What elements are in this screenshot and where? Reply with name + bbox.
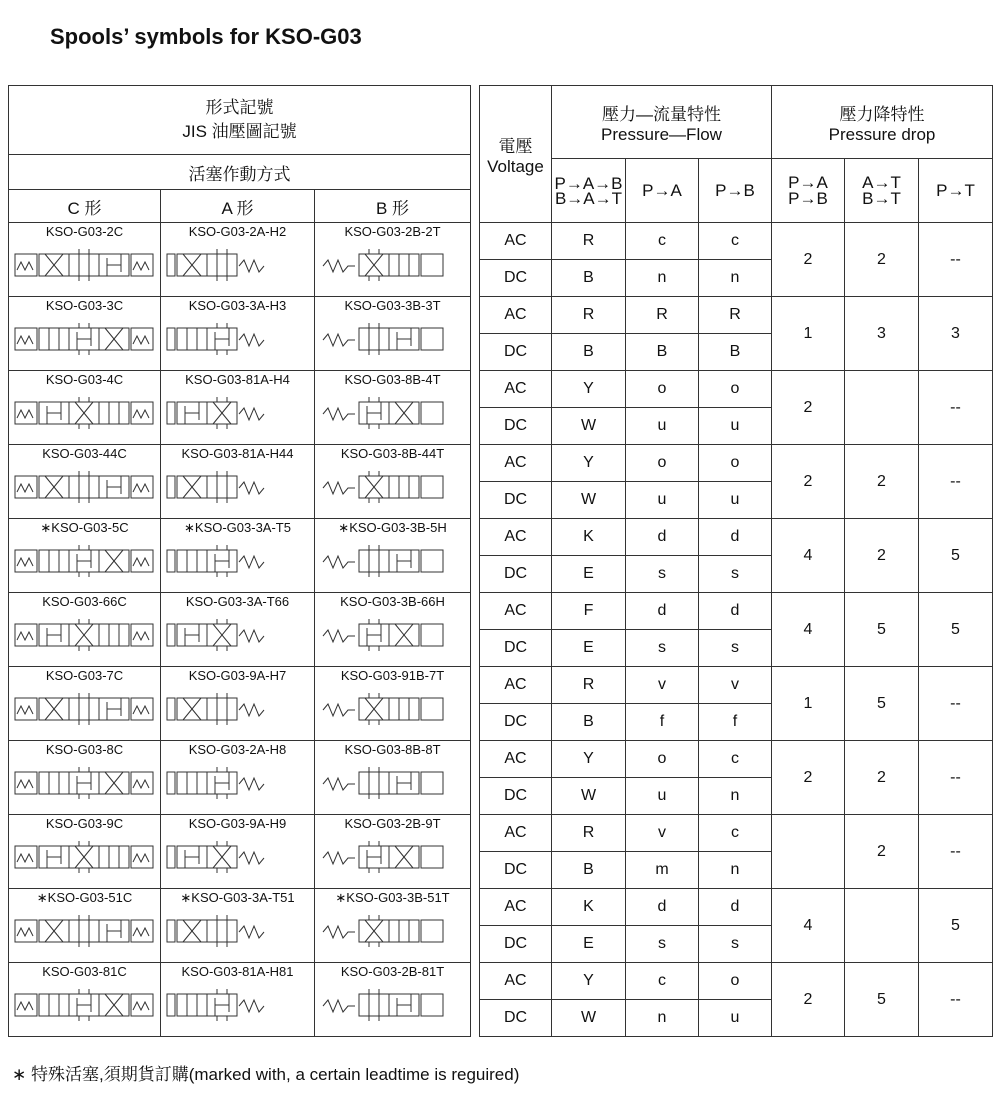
data-cell: n xyxy=(699,778,772,815)
voltage-header-zh: 電壓 xyxy=(498,136,533,156)
data-cell: W xyxy=(552,408,626,445)
voltage-header xyxy=(480,86,552,223)
spool-model-label: KSO-G03-8B-44T xyxy=(340,446,445,461)
data-cell: AC xyxy=(480,297,552,334)
data-cell: R xyxy=(552,223,626,260)
spool-model-label: ∗KSO-G03-51C xyxy=(36,890,133,905)
spool-symbol-icon xyxy=(165,536,309,588)
page-title: Spools’ symbols for KSO-G03 xyxy=(50,24,362,49)
data-cell: DC xyxy=(480,852,552,889)
spool-model-label: KSO-G03-3B-66H xyxy=(340,594,445,609)
spool-row xyxy=(9,741,471,815)
pressure-flow-header-zh: 壓力—流量特性 xyxy=(602,104,721,124)
data-cell: f xyxy=(699,704,772,741)
spool-symbol-icon xyxy=(13,684,157,736)
data-cell: AC xyxy=(480,223,552,260)
pf-sub-header-1-line1: P→A→B xyxy=(554,173,623,193)
operation-header: 活塞作動方式 xyxy=(9,155,471,190)
voltage-row-ac xyxy=(480,963,993,1000)
spool-cell-b xyxy=(315,889,471,963)
data-cell: s xyxy=(699,556,772,593)
col-c-header: C 形 xyxy=(9,190,161,223)
spool-symbol-icon xyxy=(13,758,157,810)
model-header-zh: 形式記號 xyxy=(205,98,274,117)
spool-model-label: KSO-G03-2C xyxy=(45,224,124,239)
spool-model-label: KSO-G03-3A-H3 xyxy=(188,298,287,313)
data-cell: AC xyxy=(480,519,552,556)
spool-model-label: KSO-G03-3A-T66 xyxy=(185,594,290,609)
data-cell: u xyxy=(699,482,772,519)
data-cell: v xyxy=(699,667,772,704)
data-cell: d xyxy=(626,519,699,556)
spool-cell-c xyxy=(9,371,161,445)
spool-cell-b xyxy=(315,445,471,519)
spool-symbol-icon xyxy=(165,980,309,1032)
pressure-drop-cell: 1 xyxy=(772,297,845,371)
data-cell: o xyxy=(699,963,772,1000)
spool-model-label: ∗KSO-G03-5C xyxy=(40,520,129,535)
voltage-row-ac xyxy=(480,815,993,852)
data-cell: s xyxy=(626,630,699,667)
spool-symbol-icon xyxy=(319,610,463,662)
pressure-drop-cell: 4 xyxy=(772,519,845,593)
spool-cell-a xyxy=(161,889,315,963)
pd-sub-header-1-line2: P→B xyxy=(788,188,828,208)
pressure-drop-cell: -- xyxy=(919,667,993,741)
spool-model-label: KSO-G03-2A-H2 xyxy=(188,224,287,239)
spool-model-label: KSO-G03-81A-H81 xyxy=(181,964,294,979)
spool-cell-c xyxy=(9,667,161,741)
voltage-row-ac xyxy=(480,667,993,704)
pressure-drop-cell: -- xyxy=(919,223,993,297)
data-cell: AC xyxy=(480,445,552,482)
spool-cell-a xyxy=(161,371,315,445)
pd-sub-header-2 xyxy=(845,159,919,223)
pressure-drop-cell: 2 xyxy=(772,741,845,815)
data-cell: c xyxy=(626,963,699,1000)
spool-cell-c xyxy=(9,445,161,519)
data-cell: o xyxy=(626,445,699,482)
spool-cell-c xyxy=(9,741,161,815)
pressure-drop-cell: -- xyxy=(919,815,993,889)
spool-symbol-icon xyxy=(319,314,463,366)
spool-model-label: ∗KSO-G03-3B-5H xyxy=(338,520,447,535)
data-cell: Y xyxy=(552,741,626,778)
pressure-flow-header-en: Pressure—Flow xyxy=(601,124,722,144)
spool-cell-c xyxy=(9,297,161,371)
data-cell: o xyxy=(626,741,699,778)
voltage-row-ac xyxy=(480,445,993,482)
data-cell: B xyxy=(699,334,772,371)
data-cell: o xyxy=(699,371,772,408)
spool-model-label: KSO-G03-3C xyxy=(45,298,124,313)
pressure-drop-cell: 5 xyxy=(919,593,993,667)
spool-model-label: KSO-G03-81A-H4 xyxy=(185,372,290,387)
spool-model-label: KSO-G03-9A-H9 xyxy=(188,816,287,831)
data-cell: AC xyxy=(480,667,552,704)
data-cell: s xyxy=(699,630,772,667)
data-cell: B xyxy=(552,260,626,297)
data-cell: n xyxy=(699,260,772,297)
pressure-drop-cell: 5 xyxy=(845,593,919,667)
data-cell: c xyxy=(699,223,772,260)
data-cell: c xyxy=(626,223,699,260)
pressure-drop-cell xyxy=(845,371,919,445)
spool-row xyxy=(9,815,471,889)
data-cell: d xyxy=(699,519,772,556)
pressure-drop-cell: -- xyxy=(919,445,993,519)
spool-symbol-icon xyxy=(165,240,309,292)
spool-row xyxy=(9,667,471,741)
data-cell: E xyxy=(552,556,626,593)
spool-model-label: KSO-G03-7C xyxy=(45,668,124,683)
pd-sub-header-2-line2: B→T xyxy=(862,188,901,208)
pressure-drop-cell: 2 xyxy=(845,519,919,593)
pressure-drop-header-zh: 壓力降特性 xyxy=(839,104,925,124)
voltage-row-ac xyxy=(480,519,993,556)
spool-model-label: KSO-G03-81C xyxy=(42,964,127,979)
spool-symbol-icon xyxy=(165,684,309,736)
data-cell: d xyxy=(626,593,699,630)
pressure-drop-cell: 2 xyxy=(772,371,845,445)
data-cell: DC xyxy=(480,1000,552,1037)
spool-model-label: KSO-G03-8B-8T xyxy=(344,742,441,757)
pressure-drop-cell: 5 xyxy=(919,889,993,963)
spool-symbol-icon xyxy=(319,388,463,440)
spool-cell-c xyxy=(9,519,161,593)
spool-symbol-icon xyxy=(165,758,309,810)
data-cell: u xyxy=(699,1000,772,1037)
spool-symbol-icon xyxy=(319,536,463,588)
pf-sub-header-1-line2: B→A→T xyxy=(554,188,623,208)
spool-row xyxy=(9,297,471,371)
spool-cell-b xyxy=(315,593,471,667)
data-cell: DC xyxy=(480,704,552,741)
spool-model-label: KSO-G03-8C xyxy=(45,742,124,757)
spool-row xyxy=(9,371,471,445)
spool-symbol-icon xyxy=(319,684,463,736)
spool-model-label: KSO-G03-2B-9T xyxy=(344,816,441,831)
model-header xyxy=(9,86,471,155)
spool-symbol-icon xyxy=(165,388,309,440)
spool-cell-a xyxy=(161,667,315,741)
pressure-drop-cell xyxy=(845,889,919,963)
spool-symbol-icon xyxy=(165,610,309,662)
spool-row xyxy=(9,889,471,963)
data-cell: m xyxy=(626,852,699,889)
pressure-drop-cell: 5 xyxy=(919,519,993,593)
data-cell: c xyxy=(699,741,772,778)
data-cell: v xyxy=(626,815,699,852)
spool-symbol-icon xyxy=(165,314,309,366)
data-cell: AC xyxy=(480,371,552,408)
data-cell: DC xyxy=(480,630,552,667)
voltage-row-ac xyxy=(480,741,993,778)
pressure-drop-cell: 3 xyxy=(845,297,919,371)
data-cell: E xyxy=(552,926,626,963)
data-cell: DC xyxy=(480,408,552,445)
spool-cell-b xyxy=(315,223,471,297)
pressure-drop-cell: 5 xyxy=(845,667,919,741)
spool-row xyxy=(9,223,471,297)
data-cell: B xyxy=(552,852,626,889)
footnote: ∗ 特殊活塞,須期貨訂購(marked with, a certain leadtime is reguired) xyxy=(12,1065,520,1084)
data-cell: d xyxy=(699,889,772,926)
spool-cell-a xyxy=(161,223,315,297)
pressure-drop-header xyxy=(772,86,993,159)
data-cell: u xyxy=(626,408,699,445)
data-cell: Y xyxy=(552,963,626,1000)
spool-cell-a xyxy=(161,445,315,519)
pressure-drop-header-en: Pressure drop xyxy=(828,124,936,144)
voltage-row-ac xyxy=(480,223,993,260)
spool-row xyxy=(9,519,471,593)
data-cell: c xyxy=(699,815,772,852)
spool-cell-a xyxy=(161,815,315,889)
pd-sub-header-1 xyxy=(772,159,845,223)
spool-symbol-icon xyxy=(165,906,309,958)
data-cell: R xyxy=(552,297,626,334)
spool-symbol-icon xyxy=(13,314,157,366)
pd-sub-header-1-line1: P→A xyxy=(788,172,828,192)
data-cell: v xyxy=(626,667,699,704)
data-cell: W xyxy=(552,1000,626,1037)
spool-row xyxy=(9,963,471,1037)
data-cell: R xyxy=(552,815,626,852)
spool-cell-c xyxy=(9,593,161,667)
spool-model-label: ∗KSO-G03-3A-T51 xyxy=(180,890,295,905)
spool-model-label: KSO-G03-3B-3T xyxy=(344,298,441,313)
spool-cell-a xyxy=(161,963,315,1037)
pressure-drop-cell: 2 xyxy=(845,445,919,519)
data-cell: o xyxy=(626,371,699,408)
spool-symbol-icon xyxy=(319,906,463,958)
data-cell: B xyxy=(552,704,626,741)
data-cell: B xyxy=(552,334,626,371)
pd-sub-header-3: P→T xyxy=(919,159,993,223)
data-cell: DC xyxy=(480,556,552,593)
spool-symbol-icon xyxy=(13,462,157,514)
data-cell: K xyxy=(552,889,626,926)
pd-sub-header-2-line1: A→T xyxy=(862,172,901,192)
voltage-row-ac xyxy=(480,371,993,408)
spool-model-label: ∗KSO-G03-3B-51T xyxy=(335,890,450,905)
data-cell: s xyxy=(699,926,772,963)
spool-symbol-icon xyxy=(13,536,157,588)
spool-symbol-table xyxy=(8,85,471,1037)
pressure-drop-cell: -- xyxy=(919,371,993,445)
spool-cell-c xyxy=(9,963,161,1037)
data-cell: DC xyxy=(480,482,552,519)
spool-cell-c xyxy=(9,223,161,297)
spool-model-label: ∗KSO-G03-3A-T5 xyxy=(184,520,291,535)
model-header-jis: JIS 油壓圖記號 xyxy=(182,122,297,141)
spool-model-label: KSO-G03-8B-4T xyxy=(344,372,441,387)
pressure-drop-cell: 2 xyxy=(845,815,919,889)
data-cell: E xyxy=(552,630,626,667)
data-cell: K xyxy=(552,519,626,556)
data-cell: o xyxy=(699,445,772,482)
data-cell: n xyxy=(699,852,772,889)
data-cell: W xyxy=(552,778,626,815)
spool-cell-b xyxy=(315,371,471,445)
pf-sub-header-2: P→A xyxy=(626,159,699,223)
col-a-header: A 形 xyxy=(161,190,315,223)
pf-sub-header-1 xyxy=(552,159,626,223)
spool-model-label: KSO-G03-66C xyxy=(42,594,127,609)
pf-sub-header-3: P→B xyxy=(699,159,772,223)
spool-cell-b xyxy=(315,667,471,741)
voltage-row-ac xyxy=(480,593,993,630)
data-cell: F xyxy=(552,593,626,630)
data-cell: n xyxy=(626,260,699,297)
data-cell: d xyxy=(626,889,699,926)
spool-model-label: KSO-G03-44C xyxy=(42,446,127,461)
spool-symbol-icon xyxy=(165,462,309,514)
col-b-header: B 形 xyxy=(315,190,471,223)
spool-cell-b xyxy=(315,963,471,1037)
spool-cell-a xyxy=(161,519,315,593)
pressure-flow-header xyxy=(552,86,772,159)
pressure-drop-cell: 2 xyxy=(772,223,845,297)
spool-symbol-icon xyxy=(13,240,157,292)
data-cell: DC xyxy=(480,926,552,963)
data-cell: W xyxy=(552,482,626,519)
pressure-drop-cell: 2 xyxy=(772,445,845,519)
pressure-drop-cell: 5 xyxy=(845,963,919,1037)
spool-symbol-icon xyxy=(13,906,157,958)
spool-row xyxy=(9,445,471,519)
spool-model-label: KSO-G03-4C xyxy=(45,372,124,387)
data-cell: d xyxy=(699,593,772,630)
data-cell: R xyxy=(699,297,772,334)
spool-model-label: KSO-G03-2B-2T xyxy=(344,224,441,239)
data-cell: s xyxy=(626,926,699,963)
data-cell: B xyxy=(626,334,699,371)
data-cell: AC xyxy=(480,815,552,852)
data-cell: AC xyxy=(480,963,552,1000)
spool-cell-b xyxy=(315,815,471,889)
spool-model-label: KSO-G03-9C xyxy=(45,816,124,831)
data-cell: AC xyxy=(480,889,552,926)
data-cell: u xyxy=(626,482,699,519)
spool-symbol-icon xyxy=(319,240,463,292)
spool-symbol-icon xyxy=(165,832,309,884)
data-cell: AC xyxy=(480,593,552,630)
data-cell: AC xyxy=(480,741,552,778)
voltage-row-ac xyxy=(480,297,993,334)
pressure-drop-cell: 2 xyxy=(845,223,919,297)
pressure-drop-cell: -- xyxy=(919,741,993,815)
characteristics-table xyxy=(479,85,993,1037)
pressure-drop-cell xyxy=(772,815,845,889)
data-cell: n xyxy=(626,1000,699,1037)
pressure-drop-cell: 1 xyxy=(772,667,845,741)
spool-model-label: KSO-G03-2B-81T xyxy=(340,964,445,979)
data-cell: Y xyxy=(552,445,626,482)
spool-cell-b xyxy=(315,519,471,593)
spool-cell-a xyxy=(161,297,315,371)
spool-symbol-icon xyxy=(319,980,463,1032)
spool-model-label: KSO-G03-81A-H44 xyxy=(181,446,294,461)
data-cell: f xyxy=(626,704,699,741)
spool-model-label: KSO-G03-91B-7T xyxy=(340,668,445,683)
data-cell: u xyxy=(626,778,699,815)
spool-cell-b xyxy=(315,741,471,815)
spool-model-label: KSO-G03-2A-H8 xyxy=(188,742,287,757)
spool-row xyxy=(9,593,471,667)
voltage-header-en: Voltage xyxy=(487,156,544,176)
spool-symbol-icon xyxy=(319,832,463,884)
spool-symbol-icon xyxy=(319,462,463,514)
data-cell: R xyxy=(552,667,626,704)
pressure-drop-cell: 3 xyxy=(919,297,993,371)
spool-model-label: KSO-G03-9A-H7 xyxy=(188,668,287,683)
data-cell: R xyxy=(626,297,699,334)
voltage-row-ac xyxy=(480,889,993,926)
data-cell: u xyxy=(699,408,772,445)
data-cell: DC xyxy=(480,334,552,371)
spool-symbol-icon xyxy=(13,388,157,440)
data-cell: Y xyxy=(552,371,626,408)
pressure-drop-cell: 4 xyxy=(772,889,845,963)
pressure-drop-cell: 2 xyxy=(772,963,845,1037)
spool-symbol-icon xyxy=(319,758,463,810)
spool-symbol-icon xyxy=(13,832,157,884)
spool-symbol-icon xyxy=(13,980,157,1032)
data-cell: s xyxy=(626,556,699,593)
pressure-drop-cell: -- xyxy=(919,963,993,1037)
pressure-drop-cell: 2 xyxy=(845,741,919,815)
data-cell: DC xyxy=(480,778,552,815)
spool-cell-a xyxy=(161,741,315,815)
spool-cell-a xyxy=(161,593,315,667)
data-cell: DC xyxy=(480,260,552,297)
spool-cell-c xyxy=(9,815,161,889)
spool-cell-b xyxy=(315,297,471,371)
pressure-drop-cell: 4 xyxy=(772,593,845,667)
spool-cell-c xyxy=(9,889,161,963)
spool-symbol-icon xyxy=(13,610,157,662)
